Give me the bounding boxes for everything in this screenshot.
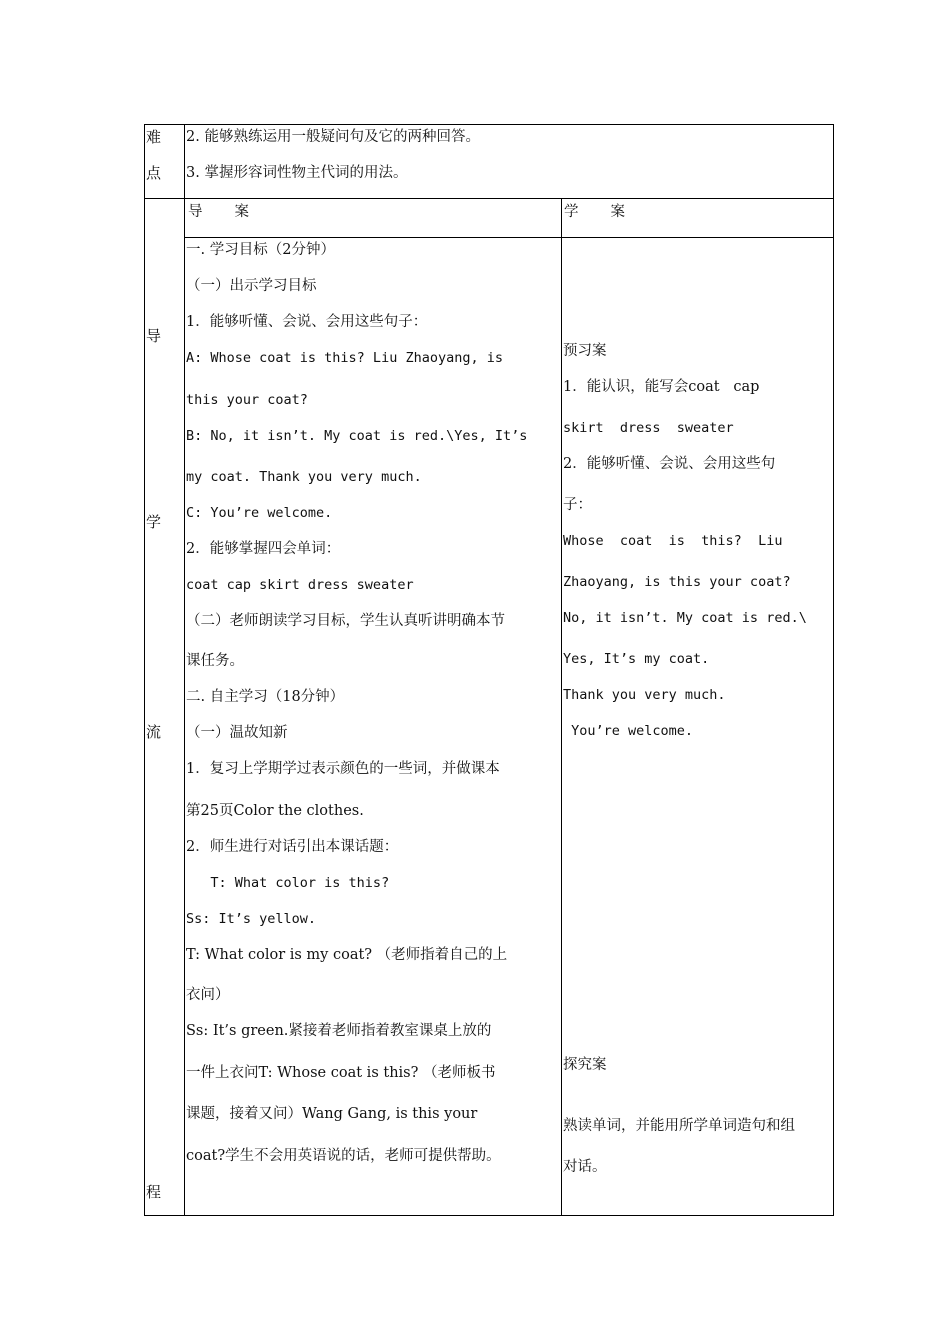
label-column-divider <box>184 124 185 1216</box>
guide-line: T: What color is this? <box>186 875 390 891</box>
guide-line: C: You’re welcome. <box>186 505 333 521</box>
difficulty-item-3: 3. 掌握形容词性物主代词的用法。 <box>186 165 408 181</box>
row-divider-2 <box>184 237 834 238</box>
guide-line: B: No, it isn’t. My coat is red.\Yes, It’s <box>186 428 528 444</box>
guide-line: 1．能够听懂、会说、会用这些句子： <box>186 314 428 330</box>
study-line: Yes, It’s my coat. <box>563 651 710 667</box>
difficulty-label-1: 难 <box>146 128 162 146</box>
study-line: Whose coat is this? Liu <box>563 533 783 549</box>
process-label-1: 导 <box>146 327 162 345</box>
process-label-3: 流 <box>146 723 162 741</box>
process-label-4: 程 <box>146 1183 162 1201</box>
guide-line: Ss: It’s green.紧接着老师指着教室课桌上放的 <box>186 1023 492 1039</box>
guide-line: A: Whose coat is this? Liu Zhaoyang, is <box>186 350 503 366</box>
guide-line: 一件上衣问T: Whose coat is this? （老师板书 <box>186 1065 496 1081</box>
preview-title: 预习案 <box>563 343 607 359</box>
guide-line: coat cap skirt dress sweater <box>186 577 414 593</box>
row-divider-1 <box>144 198 834 199</box>
process-label-2: 学 <box>146 513 162 531</box>
explore-title: 探究案 <box>563 1057 607 1073</box>
guide-line: 一. 学习目标（2分钟） <box>186 242 335 258</box>
study-line: 子： <box>563 497 592 513</box>
guide-line: 衣问） <box>186 987 230 1003</box>
guide-line: （一）温故知新 <box>186 725 288 741</box>
guide-line: Ss: It’s yellow. <box>186 911 317 927</box>
guide-line: 2．师生进行对话引出本课话题： <box>186 839 399 855</box>
study-line: Thank you very much. <box>563 687 726 703</box>
guide-line: 课题，接着又问）Wang Gang, is this your <box>186 1106 478 1122</box>
guide-line: 1．复习上学期学过表示颜色的一些词，并做课本 <box>186 761 500 777</box>
guide-line: 第25页Color the clothes. <box>186 803 364 819</box>
study-line: No, it isn’t. My coat is red.\ <box>563 610 807 626</box>
guide-line: 2．能够掌握四会单词： <box>186 541 341 557</box>
guide-line: this your coat? <box>186 392 308 408</box>
explore-line: 对话。 <box>563 1159 607 1175</box>
guide-line: my coat. Thank you very much. <box>186 469 422 485</box>
guide-line: （一）出示学习目标 <box>186 278 317 294</box>
explore-line: 熟读单词，并能用所学单词造句和组 <box>563 1118 795 1134</box>
study-header: 学 案 <box>564 204 626 220</box>
guide-line: 课任务。 <box>186 653 244 669</box>
study-line: 1．能认识，能写会coat cap <box>563 379 760 395</box>
guide-line: 二. 自主学习（18分钟） <box>186 689 345 705</box>
study-line: Zhaoyang, is this your coat? <box>563 574 791 590</box>
guide-line: （二）老师朗读学习目标，学生认真听讲明确本节 <box>186 613 505 629</box>
difficulty-item-2: 2. 能够熟练运用一般疑问句及它的两种回答。 <box>186 129 480 145</box>
guide-line: T: What color is my coat? （老师指着自己的上 <box>186 947 508 963</box>
guide-header: 导 案 <box>188 204 250 220</box>
difficulty-label-2: 点 <box>146 164 162 182</box>
study-line: You’re welcome. <box>563 723 694 739</box>
guide-study-divider <box>561 198 562 1216</box>
study-line: 2．能够听懂、会说、会用这些句 <box>563 456 776 472</box>
guide-line: coat?学生不会用英语说的话，老师可提供帮助。 <box>186 1148 501 1164</box>
study-line: skirt dress sweater <box>563 420 734 436</box>
